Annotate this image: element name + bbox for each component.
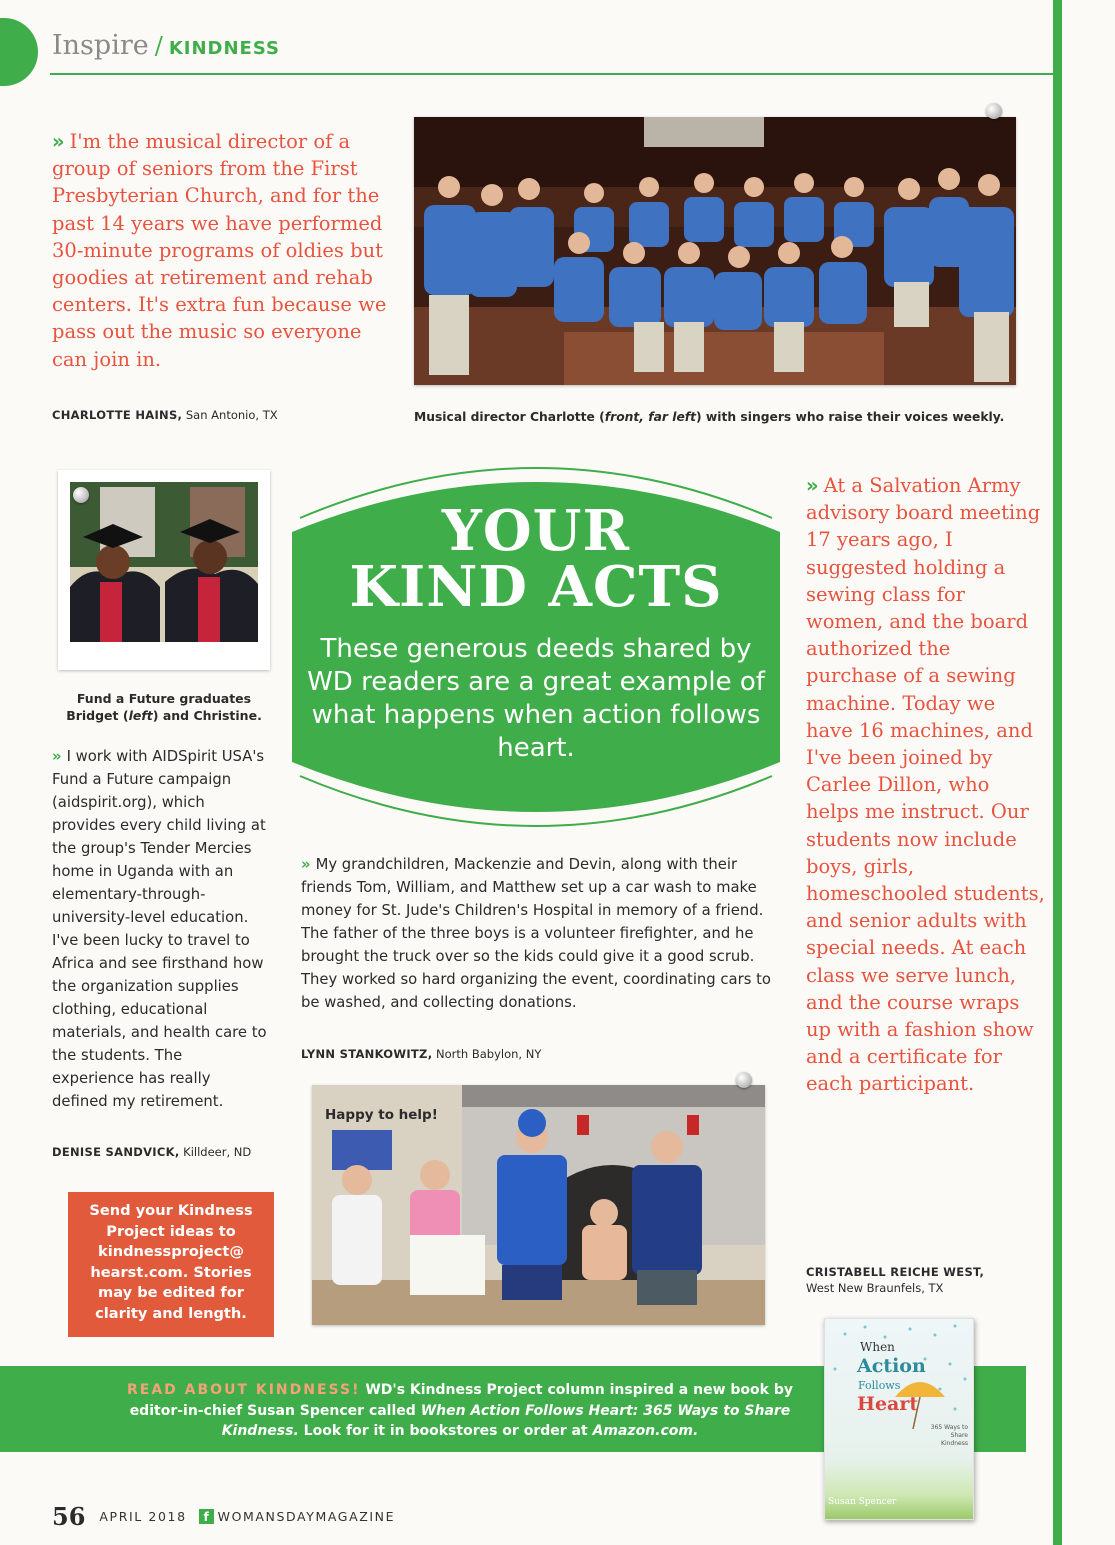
byline-name: CHARLOTTE HAINS, bbox=[52, 408, 183, 422]
choir-photo-image bbox=[414, 117, 1016, 385]
title-line: KIND ACTS bbox=[349, 554, 723, 620]
charlotte-story bbox=[52, 128, 402, 373]
charlotte-quote: I'm the musical director of a group of seniors from the First Presbyterian Church, and for the past 14 years we have performed 30-minute programs of oldies but goodies at retirement and rehab centers. It's extra fun because we pass out the music so everyone can join in. bbox=[52, 130, 387, 371]
choir-photo-caption bbox=[414, 410, 1004, 424]
promo-book-title: When Action Follows Heart: 365 Ways to Share Kindness. bbox=[221, 1402, 791, 1439]
header-rule bbox=[50, 73, 1055, 75]
graduates-photo-image bbox=[70, 482, 258, 642]
page-subtitle: These generous deeds shared by WD readers are a great example of what happens when action follows heart. bbox=[307, 634, 765, 763]
byline-location: North Babylon, NY bbox=[436, 1047, 542, 1061]
caption-italic: left bbox=[128, 708, 153, 723]
issue-date: APRIL 2018 bbox=[99, 1509, 187, 1524]
header-slash: / bbox=[154, 32, 163, 60]
caption-italic: front, far left bbox=[604, 410, 697, 424]
promo-text: Look for it in bookstores or order at bbox=[303, 1423, 588, 1439]
caption-text: ) with singers who raise their voices weekly. bbox=[696, 410, 1005, 424]
lynn-quote: My grandchildren, Mackenzie and Devin, along with their friends Tom, William, and Matthew set up a car wash to make money for St. Jude's Children's Hospital in memory of a friend. The father of the three boys is a volunteer firefighter, and he brought the truck over so the kids could give it a good scrub. They worked so hard organizing the event, coordinating cars to be washed, and collecting donations. bbox=[301, 856, 771, 1011]
chevron-icon: » bbox=[301, 856, 308, 873]
umbrella-illustration bbox=[825, 1319, 973, 1519]
book-title-when: When bbox=[860, 1340, 895, 1354]
byline-name: DENISE SANDVICK, bbox=[52, 1145, 180, 1159]
promo-site: Amazon.com. bbox=[592, 1423, 699, 1439]
header-title: Inspire bbox=[52, 30, 149, 61]
photo-label: Happy to help! bbox=[325, 1107, 438, 1123]
pushpin-icon bbox=[73, 487, 89, 503]
page-number: 56 bbox=[52, 1502, 86, 1531]
page-footer bbox=[52, 1502, 395, 1531]
caption-text: Bridget ( bbox=[66, 708, 129, 723]
charlotte-byline bbox=[52, 408, 278, 422]
lynn-byline bbox=[301, 1047, 541, 1061]
choir-photo bbox=[414, 117, 1016, 385]
caption-line: Fund a Future graduates bbox=[76, 691, 252, 706]
pushpin-icon bbox=[736, 1072, 752, 1088]
chevron-icon: » bbox=[52, 130, 62, 153]
book-author: Susan Spencer bbox=[828, 1497, 897, 1507]
lynn-story bbox=[301, 853, 771, 1014]
pushpin-icon bbox=[986, 103, 1002, 119]
caption-text: ) and Christine. bbox=[152, 708, 262, 723]
byline-location: San Antonio, TX bbox=[185, 408, 278, 422]
section-header bbox=[52, 30, 280, 61]
book-subtitle: 365 Ways to Share Kindness bbox=[930, 1424, 968, 1447]
cristabell-byline bbox=[806, 1264, 984, 1296]
page-title bbox=[292, 498, 780, 620]
book-promo-text bbox=[110, 1380, 810, 1442]
book-title-heart: Heart bbox=[857, 1393, 919, 1415]
social-handle: WOMANSDAYMAGAZINE bbox=[217, 1509, 396, 1524]
chevron-icon: » bbox=[806, 474, 816, 497]
book-title-follows: Follows bbox=[858, 1379, 901, 1392]
submission-text: Send your Kindness Project ideas to kindnessproject@ hearst.com. Stories may be edited for clarity and length. bbox=[89, 1202, 253, 1322]
byline-location: Killdeer, ND bbox=[183, 1145, 252, 1159]
denise-quote: I work with AIDSpirit USA's Fund a Future campaign (aidspirit.org), which provides every child living at the group's Tender Mercies home in Uganda with an elementary-through-university-level education. I've been lucky to travel to Africa and see firsthand how the organization supplies clothing, educational materials, and health care to the students. The experience has really defined my retirement. bbox=[52, 748, 267, 1110]
graduates-photo-caption bbox=[56, 690, 272, 724]
byline-name: CRISTABELL REICHE WEST, bbox=[806, 1265, 985, 1279]
promo-lead: READ ABOUT KINDNESS! bbox=[126, 1382, 361, 1398]
book-title-action: Action bbox=[857, 1355, 926, 1377]
promo-text: WD's Kindness Project column inspired a new book by editor-in-chief Susan Spencer called bbox=[129, 1382, 793, 1419]
cristabell-quote: At a Salvation Army advisory board meeting 17 years ago, I suggested holding a sewing class for women, and the board authorized the purchase of a sewing machine. Today we have 16 machines, and I've been joined by Carlee Dillon, who helps me instruct. Our students now include boys, girls, homeschooled students, and senior adults with special needs. At each class we serve lunch, and the course wraps up with a fashion show and a certificate for each participant. bbox=[806, 474, 1045, 1096]
page-edge-bar bbox=[1053, 0, 1062, 1545]
byline-name: LYNN STANKOWITZ, bbox=[301, 1047, 433, 1061]
submission-box bbox=[68, 1192, 274, 1337]
book-cover bbox=[824, 1318, 974, 1520]
denise-byline bbox=[52, 1145, 251, 1159]
graduates-photo bbox=[58, 470, 270, 670]
chevron-icon: » bbox=[52, 748, 59, 765]
section-tab bbox=[0, 18, 38, 86]
facebook-icon: f bbox=[199, 1509, 214, 1524]
header-section: KINDNESS bbox=[168, 38, 280, 59]
title-line: YOUR bbox=[441, 498, 631, 564]
denise-story bbox=[52, 745, 267, 1113]
caption-text: Musical director Charlotte ( bbox=[414, 410, 605, 424]
byline-location: West New Braunfels, TX bbox=[806, 1281, 944, 1295]
cristabell-story bbox=[806, 472, 1046, 1098]
